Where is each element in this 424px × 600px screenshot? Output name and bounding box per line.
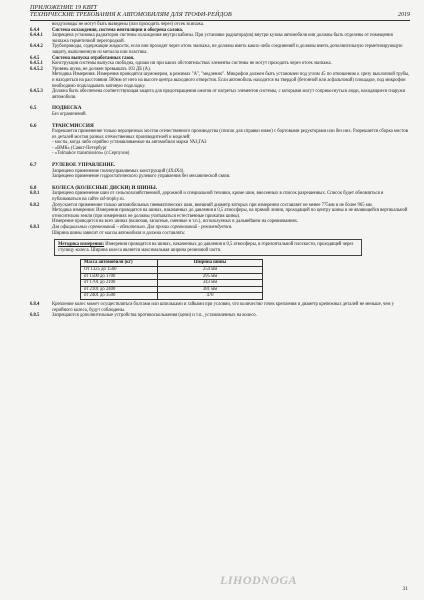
table-cell: от 1500 до 1700 bbox=[81, 273, 158, 280]
header-year: 2019 bbox=[398, 12, 410, 18]
table-header-row bbox=[81, 260, 263, 267]
tyre-width-intro: Ширина шины зависит от массы автомобиля и должна составлять: bbox=[52, 230, 186, 236]
clause-text: Запрещено применение шин от сельскохозяйственной, дорожной и специальной техники, кроме шин, вносенных в список разрешенных. Список будет обновляться и публиковаться на сайте raf-trophy.ru. bbox=[52, 191, 384, 203]
section-number: 6.5 bbox=[30, 105, 37, 112]
clause-text: Для официальных соревнований – обязательно. Для прочих соревнований - рекомендуется. bbox=[52, 225, 233, 230]
clause-text: Система охлаждения, система вентиляции и обогрева салона. bbox=[52, 27, 183, 33]
body-line: Разрешается применение только неразрезных мостов отечественного производства (список для справки ниже) с бортовыми редукторами или без них. Разрешается сборка мостов из деталей мостов разных отечественных производителей и моделей: bbox=[52, 129, 408, 140]
clause-text: Запрещена установка радиаторов системы охлаждения внутри кабины. При установке радиатора(ов) внутри кузова автомобиля они должны быть отделены от помещения экипажа герметичной перегородкой. bbox=[52, 33, 393, 44]
clause-text: Запрещаются дополнительные устройства противоскольжения (цепи) и т.п., установленных на колесо. bbox=[52, 313, 257, 319]
table-header-cell: Ширина шины bbox=[158, 260, 263, 267]
section-title: РУЛЕВОЕ УПРАВЛЕНИЕ. bbox=[52, 162, 116, 169]
table-cell: 343 мм bbox=[158, 280, 263, 287]
table-cell: от 2101 до 2400 bbox=[81, 286, 158, 293]
clause-number: 6.8.2 bbox=[30, 202, 40, 208]
header-rule bbox=[30, 20, 410, 21]
header-appendix: ПРИЛОЖЕНИЕ 19 КВТТ bbox=[30, 4, 98, 11]
clause-6-8-3 bbox=[30, 225, 410, 231]
method-box-title: Методика измерения: bbox=[58, 242, 105, 248]
clause-number: 6.4.4.2 bbox=[30, 44, 43, 50]
section-body: Без ограничений. bbox=[52, 111, 87, 117]
paragraph bbox=[30, 44, 410, 55]
measure-note: Измерение проводится на всех шинах (включая, запасные, сменные и т.п.), используемых в дальнейшем на соревнованиях. bbox=[52, 219, 299, 225]
table-cell: 254 мм bbox=[158, 266, 263, 273]
body-line: - мосты, когда либо серийно устанавливаемые на автомобили марки УАЗ,ГАЗ bbox=[52, 140, 207, 146]
clause-number: 6.4.4 bbox=[30, 27, 40, 33]
method-box bbox=[54, 239, 362, 256]
table-cell: от 1701 до 2100 bbox=[81, 280, 158, 287]
body-line: Запрещено применение гидростатического рулевого управления без механической связи. bbox=[52, 174, 231, 180]
clause-number: 6.4.5 bbox=[30, 55, 40, 61]
table-cell: от 2401 до 3500 bbox=[81, 293, 158, 300]
tyre-width-table bbox=[80, 259, 263, 300]
table-cell: 381 мм bbox=[158, 286, 263, 293]
section-steering bbox=[30, 163, 410, 169]
section-number: 6.8 bbox=[30, 184, 37, 191]
paragraph-list bbox=[30, 22, 410, 100]
clause-text: Допускается применение только автомобильных пневматических шин, внешний диаметр которых при измерении составляет не менее 775мм и не более 965 мм. bbox=[52, 202, 373, 208]
clause-text: Должна быть обеспечена соответствующая защита для предотвращения ожогов от нагретых элементов системы, с которыми могут соприкоснуться люди, находящиеся снаружи автомобиля. bbox=[52, 89, 406, 100]
clause-number: 6.8.3 bbox=[30, 225, 40, 230]
clause-number: 6.4.5.3 bbox=[30, 89, 43, 95]
table-row bbox=[81, 266, 263, 273]
clause-6-8-4 bbox=[30, 302, 410, 313]
clause-6-8-1 bbox=[30, 191, 410, 202]
table-cell: 470 bbox=[158, 293, 263, 300]
clause-text: Крепление колес может осуществляться болтами или шпильками и гайками при условии, что количество точек крепления и диаметр крепежных деталей не меньше, чем у серийного колеса, будут соблюдены. bbox=[52, 301, 394, 313]
section-body bbox=[30, 129, 410, 157]
clause-number bbox=[30, 72, 52, 89]
paragraph bbox=[30, 33, 410, 44]
paragraph bbox=[30, 89, 410, 100]
clause-number: 6.4.5.1 bbox=[30, 61, 43, 67]
table-row bbox=[81, 273, 263, 280]
measure-method: Методика измерения: Измерения проводятся на шинах, накачанных до давления в 0,5 атмосферы, на прямой линии, проходящей по центру шины и не являющейся вертикальной относительно земли (при измерениях не должны учитываться естественные прижатия шины). bbox=[52, 208, 408, 219]
section-title: ПОДВЕСКА bbox=[52, 105, 82, 112]
body-line: Запрещено применение полноуправляемых конструкций (4Х4Х4). bbox=[52, 168, 185, 174]
table-cell: От 1325 до 1500 bbox=[81, 266, 158, 273]
body-line: - «ВМК» (Санкт-Петербург bbox=[52, 145, 107, 151]
clause-text: Конструкция системы выпуска свободна, однако ни при каких обстоятельствах элементы системы не могут проходить через отсек экипажа. bbox=[52, 61, 332, 67]
clause-6-8-5 bbox=[30, 313, 410, 319]
clause-text: Трубопроводы, содержащие жидкости, если они проходят через отсек экипажа, не должны иметь каких-либо соединений и должны иметь дополнительную герметизирующую защиту, выполненную из металла или пластика. bbox=[52, 44, 403, 55]
clause-number: 6.8.1 bbox=[30, 191, 40, 197]
clause-number: 6.4.4.1 bbox=[30, 33, 43, 39]
section-number: 6.7 bbox=[30, 162, 37, 169]
section-body bbox=[30, 169, 410, 180]
page-body bbox=[30, 22, 410, 319]
table-row bbox=[81, 293, 263, 300]
page-number: 31 bbox=[402, 586, 408, 592]
clause-number: 6.4.5.2 bbox=[30, 66, 43, 72]
paragraph bbox=[30, 72, 410, 89]
watermark: LIHODNOGA bbox=[220, 573, 298, 587]
clause-text: воздуховоды не могут быть выведены (или проходить через) отсек экипажа. bbox=[52, 22, 205, 27]
header-title: ТЕХНИЧЕСКИЕ ТРЕБОВАНИЯ К АВТОМОБИЛЯМ ДЛЯ ТРОФИ-РЕЙДОВ bbox=[30, 11, 232, 18]
section-suspension bbox=[30, 106, 410, 112]
running-header bbox=[30, 4, 410, 18]
section-title: ТРАНСМИССИЯ bbox=[52, 122, 94, 129]
table-cell: 295 мм bbox=[158, 273, 263, 280]
body-line: - «Tolmakov transmission» (г.Серпухов) bbox=[52, 151, 130, 157]
clause-text: Уровень шума, не должен превышать 103 ДБ (А). bbox=[52, 66, 151, 72]
table-row bbox=[81, 286, 263, 293]
table-row bbox=[81, 280, 263, 287]
clause-number: 6.8.5 bbox=[30, 313, 40, 319]
clause-text: Методика Измерения. Измерения проводятся шумомером, в режимах "А", "медленно". Микрофон должен быть установлен под углом 45 по отношению к срезу выхлопной трубы, и находиться на расстоянии 500мм от него на высоте центра выходного отверстия. Если автомобиль находится на твердой (бетонной или асфальтовой) площадке, под микрофон необходимо подкладывать матовую подкладку. bbox=[52, 72, 410, 89]
clause-text: Система выпуска отработанных газов. bbox=[52, 55, 135, 61]
section-title: КОЛЕСА (КОЛЕСНЫЕ ДИСКИ) И ШИНЫ. bbox=[52, 184, 158, 191]
table-header-cell: Масса автомобиля (кг) bbox=[81, 260, 158, 267]
clause-number: 6.8.4 bbox=[30, 301, 40, 307]
method-box-text: Измерения проводятся на шинах, накаченных до давления в 0,5 атмосферы, в горизонтальной плоскости, проходящей через ступицу колеса. Ширина колеса является максимальная ширина резиновой части. bbox=[58, 242, 354, 253]
section-number: 6.6 bbox=[30, 122, 37, 129]
